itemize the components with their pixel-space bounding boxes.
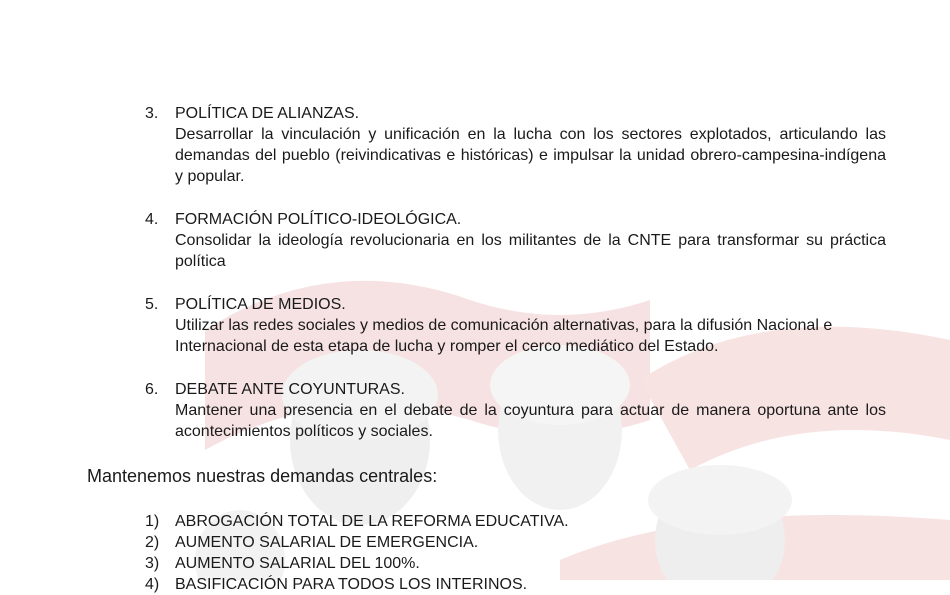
demands-lead-text: Mantenemos nuestras demandas centrales: [87, 466, 438, 486]
section-number: 4. [145, 211, 159, 228]
section-formacion-ideologica [145, 209, 886, 272]
demand-number: 3) [145, 555, 160, 572]
demand-item [145, 511, 569, 532]
section-debate-coyunturas [145, 379, 886, 442]
demand-number: 1) [145, 513, 160, 530]
demand-number: 4) [145, 576, 160, 593]
demand-text: AUMENTO SALARIAL DEL 100%. [175, 555, 420, 572]
section-description: Mantener una presencia en el debate de la coyuntura para actuar de manera oportuna ante los acontecimientos políticos y sociales. [175, 402, 886, 440]
section-description: Consolidar la ideología revolucionaria en los militantes de la CNTE para transformar su práctica política [175, 232, 886, 270]
section-politica-alianzas [145, 103, 886, 187]
section-title: POLÍTICA DE MEDIOS. [175, 296, 346, 313]
demand-number: 2) [145, 534, 160, 551]
section-title: FORMACIÓN POLÍTICO-IDEOLÓGICA. [175, 211, 462, 228]
section-number: 6. [145, 381, 159, 398]
section-description: Desarrollar la vinculación y unificación en la lucha con los sectores explotados, articulando las demandas del pueblo (reivindicativas e históricas) e impulsar la unidad obrero-campesina-indígena y popular. [175, 126, 886, 185]
section-politica-medios [145, 294, 886, 357]
demand-item [145, 574, 527, 595]
demand-text: ABROGACIÓN TOTAL DE LA REFORMA EDUCATIVA. [175, 513, 569, 530]
demand-text: AUMENTO SALARIAL DE EMERGENCIA. [175, 534, 479, 551]
section-number: 5. [145, 296, 159, 313]
section-title: DEBATE ANTE COYUNTURAS. [175, 381, 405, 398]
demand-text: BASIFICACIÓN PARA TODOS LOS INTERINOS. [175, 576, 528, 593]
demand-item [145, 553, 420, 574]
demand-item [145, 532, 478, 553]
section-description: Utilizar las redes sociales y medios de comunicación alternativas, para la difusión Nacional e Internacional de esta etapa de lucha y romper el cerco mediático del Estado. [175, 317, 833, 355]
section-title: POLÍTICA DE ALIANZAS. [175, 105, 360, 122]
section-number: 3. [145, 105, 159, 122]
